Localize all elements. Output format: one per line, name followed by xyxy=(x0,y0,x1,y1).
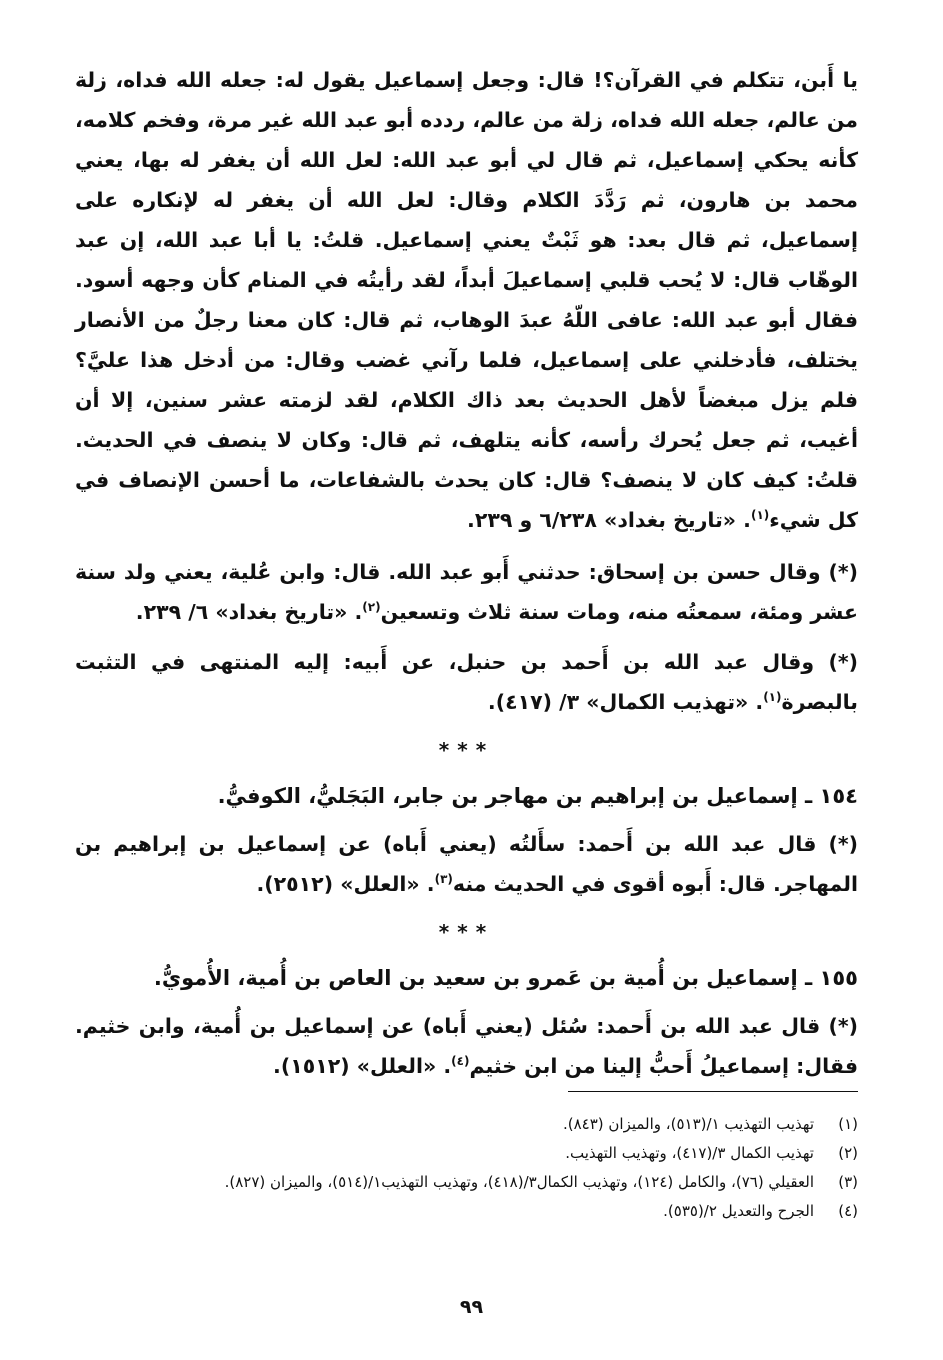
body-paragraph-3 xyxy=(75,642,858,722)
footnote-number: (٣) xyxy=(838,1173,858,1191)
paragraph-text: (*) وقال حسن بن إسحاق: حدثني أَبو عبد الله. قال: وابن عُلية، يعني ولد سنة عشر ومئة، سمعتُه منه، ومات سنة ثلاث وتسعين xyxy=(75,560,858,624)
footnote-1 xyxy=(75,1110,858,1139)
footnote-text: تهذيب التهذيب ١/(٥١٣)، والميزان (٨٤٣). xyxy=(562,1115,814,1133)
paragraph-text: (*) قال عبد الله بن أَحمد: سُئل (يعني أَباه) عن إسماعيل بن أُمية، وابن خثيم. فقال: إسماعيلُ أَحبُّ إلينا من ابن خثيم xyxy=(75,1014,858,1078)
entry-text-155 xyxy=(75,1006,858,1086)
footnote-text: العقيلي (٧٦)، والكامل (١٢٤)، وتهذيب الكمال٣/(٤١٨)، وتهذيب التهذيب١/(٥١٤)، والميزان (٨٢٧). xyxy=(224,1173,814,1191)
footnote-2 xyxy=(75,1139,858,1168)
footnote-divider xyxy=(568,1091,858,1092)
citation: . «تهذيب الكمال» ٣/ (٤١٧). xyxy=(487,690,764,714)
citation: . «العلل» (١٥١٢). xyxy=(273,1054,452,1078)
paragraph-text: (*) قال عبد الله بن أَحمد: سأَلتُه (يعني أَباه) عن إسماعيل بن إبراهيم بن المهاجر. قال: أَبوه أقوى في الحديث منه xyxy=(75,832,858,896)
footnote-number: (٤) xyxy=(838,1202,858,1220)
body-paragraph-2 xyxy=(75,552,858,632)
body-paragraph-1 xyxy=(75,60,858,540)
paragraph-text: يا أَبن، تتكلم في القرآن؟! قال: وجعل إسماعيل يقول له: جعله الله فداه، زلة من عالم، جعله الله فداه، زلة من عالم، ردده أبو عبد الله غير مرة، وفخم كلامه، كأنه يحكي إسماعيل، ثم قال لي أبو عبد الله: لعل الله أن يغفر له بها، يعني محمد بن هارون، ثم رَدَّدَ الكلام وقال: لعل الله أن يغفر له لإنكاره على إسماعيل، ثم قال بعد: هو ثَبْتٌ يعني إسماعيل. قلتُ: يا أبا عبد الله، إن عبد الوهّاب قال: لا يُحب قلبي إسماعيلَ أبداً، لقد رأيتُه في المنام كأن وجهه أسود. فقال أبو عبد الله: عافى اللّهُ عبدَ الوهاب، ثم قال: كان معنا رجلٌ من الأنصار يختلف، فأدخلني على إسماعيل، فلما رآني غضب وقال: من أدخل هذا عليَّ؟ فلم يزل مبغضاً لأهل الحديث بعد ذاك الكلام، لقد لزمته عشر سنين، إلا أن أغيب، ثم جعل يُحرك رأسه، كأنه يتلهف، ثم قال: وكان لا ينصف في الحديث. قلتُ: كيف كان لا ينصف؟ قال: كان يحدث بالشفاعات، ما أحسن الإنصاف في كل شيء xyxy=(75,68,858,532)
section-separator: *** xyxy=(438,920,495,944)
citation: . «العلل» (٢٥١٢). xyxy=(256,872,435,896)
footnote-number: (٢) xyxy=(838,1144,858,1162)
page-number: ٩٩ xyxy=(459,1296,484,1318)
footnote-text: تهذيب الكمال ٣/(٤١٧)، وتهذيب التهذيب. xyxy=(565,1144,814,1162)
citation: . «تاريخ بغداد» ٦/٢٣٨ و ٢٣٩. xyxy=(467,508,751,532)
footnotes xyxy=(75,1110,858,1226)
footnote-number: (١) xyxy=(838,1115,858,1133)
footnote-ref: (٢) xyxy=(362,600,381,615)
footnote-ref: (١) xyxy=(763,690,782,705)
page-body xyxy=(75,60,858,1096)
entry-text-154 xyxy=(75,824,858,904)
footnote-3 xyxy=(75,1168,858,1197)
footnote-ref: (٤) xyxy=(451,1054,470,1069)
footnote-ref: (١) xyxy=(750,508,770,523)
entry-title-154: ١٥٤ ـ إسماعيل بن إبراهيم بن مهاجر بن جابر، البَجَليُّ، الكوفيُّ. xyxy=(217,784,858,808)
footnote-4 xyxy=(75,1197,858,1226)
footnote-ref: (٣) xyxy=(434,872,453,887)
entry-title-155: ١٥٥ ـ إسماعيل بن أُمية بن عَمرو بن سعيد بن العاص بن أُمية، الأُمويُّ. xyxy=(153,966,858,990)
citation: . «تاريخ بغداد» ٦/ ٢٣٩. xyxy=(135,600,363,624)
paragraph-text: (*) وقال عبد الله بن أَحمد بن حنبل، عن أَبيه: إليه المنتهى في التثبت بالبصرة xyxy=(75,650,858,714)
footnote-text: الجرح والتعديل ٢/(٥٣٥). xyxy=(663,1202,814,1220)
section-separator: *** xyxy=(438,738,495,762)
